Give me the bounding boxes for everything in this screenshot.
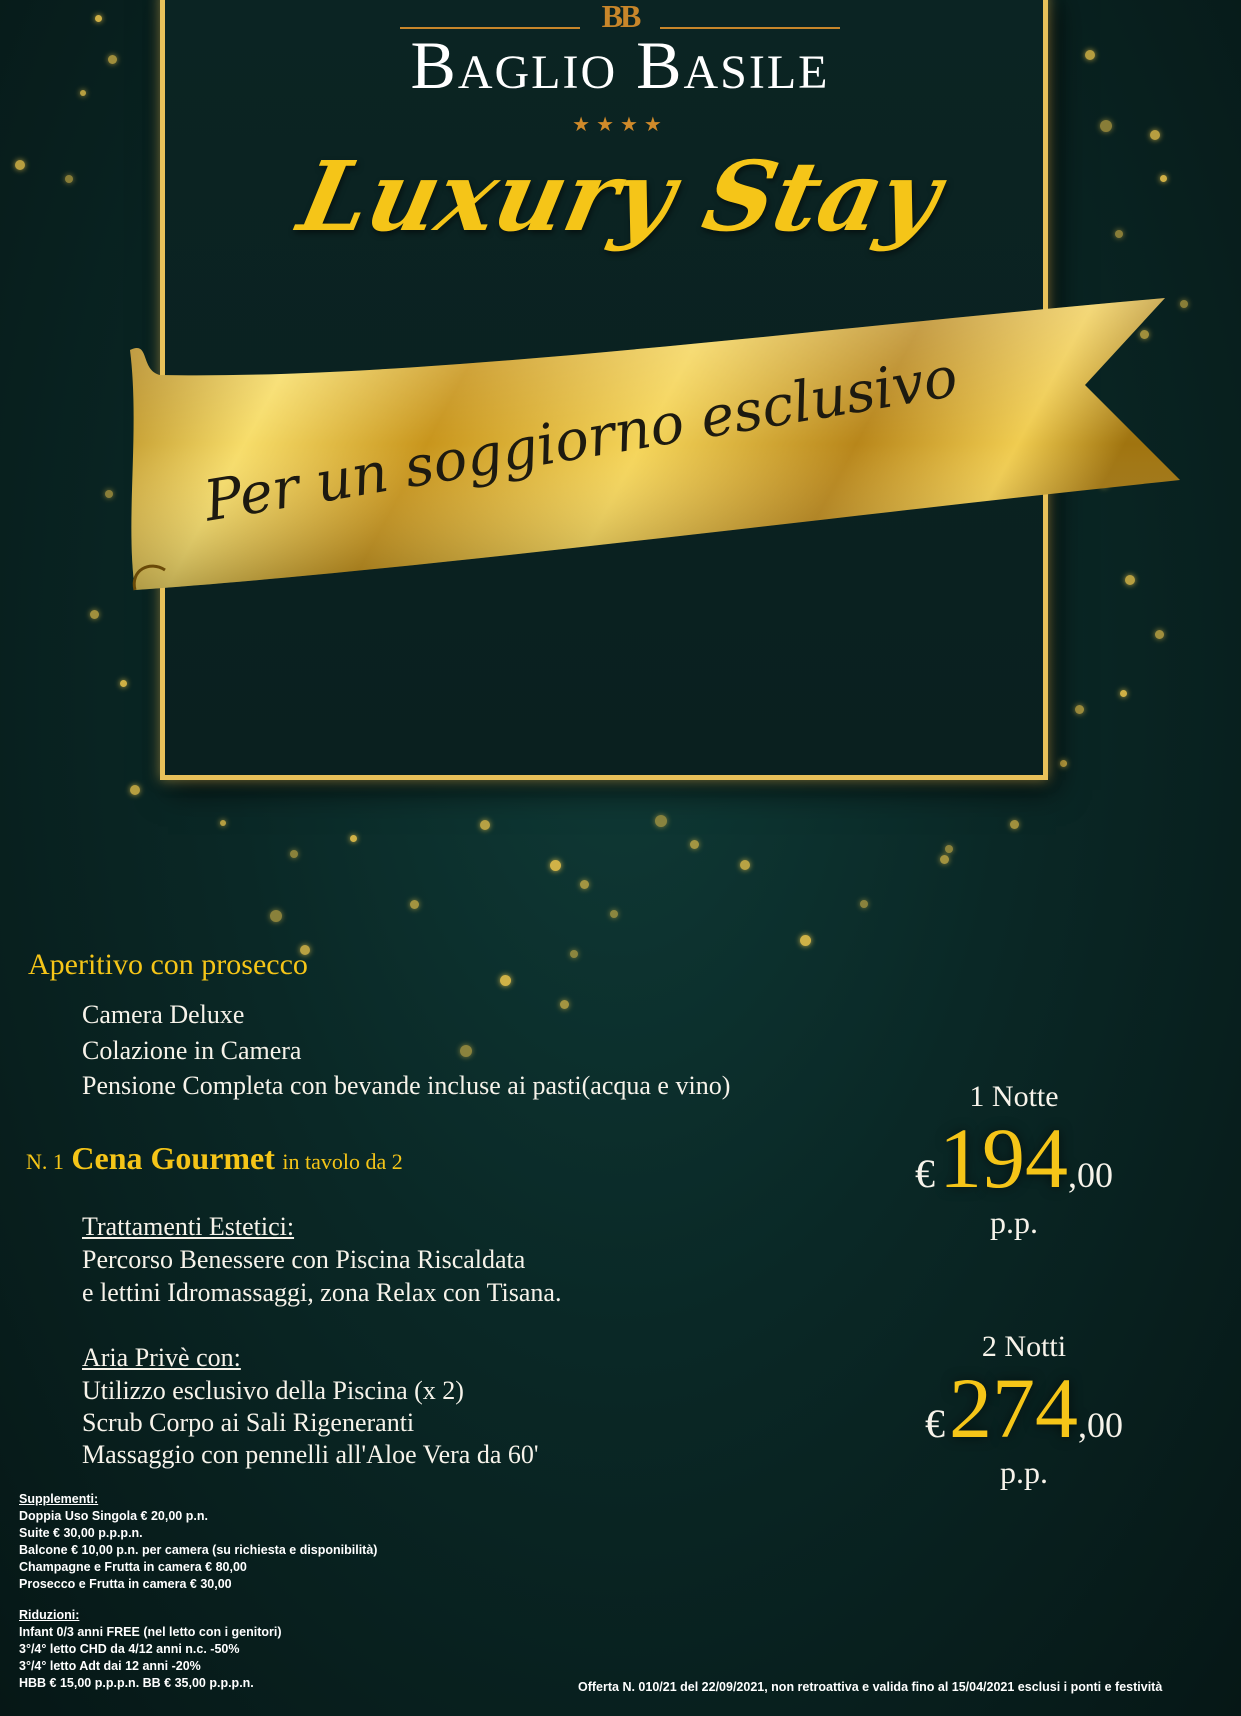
- logo-monogram: BB: [601, 0, 639, 34]
- aperitivo-heading: Aperitivo con prosecco: [28, 948, 308, 981]
- nights-label: 2 Notti: [981, 1330, 1067, 1363]
- riduzioni-line: Infant 0/3 anni FREE (nel letto con i genitori): [19, 1625, 282, 1639]
- sparkle-dot: [945, 845, 953, 853]
- cena-suffix: in tavolo da 2: [282, 1149, 403, 1174]
- sparkle-dot: [220, 820, 226, 826]
- sparkle-dot: [1010, 820, 1019, 829]
- aria-title: Aria Privè con:: [82, 1343, 241, 1372]
- sparkle-dot: [740, 860, 750, 870]
- cena-title: Cena Gourmet: [71, 1140, 275, 1176]
- sparkle-dot: [65, 175, 73, 183]
- sparkle-dot: [350, 835, 357, 842]
- sparkle-dot: [95, 15, 102, 22]
- riduzioni-line: 3°/4° letto CHD da 4/12 anni n.c. -50%: [19, 1642, 240, 1656]
- currency-symbol: €: [915, 1151, 935, 1196]
- supplementi-line: Balcone € 10,00 p.n. per camera (su richiesta e disponibilità): [19, 1543, 378, 1557]
- sparkle-dot: [120, 680, 127, 687]
- price-amount: 194: [939, 1110, 1068, 1206]
- sparkle-dot: [108, 55, 117, 64]
- sparkle-dot: [580, 880, 589, 889]
- headline-title: Luxury Stay: [290, 140, 950, 253]
- sparkle-dot: [1160, 175, 1167, 182]
- aria-line: Massaggio con pennelli all'Aloe Vera da 60': [82, 1440, 539, 1469]
- price-2-notti: [884, 1330, 1164, 1491]
- sparkle-dot: [860, 900, 868, 908]
- sparkle-dot: [1120, 690, 1127, 697]
- price-line: [884, 1358, 1164, 1458]
- inclusion-camera: Camera Deluxe: [82, 1000, 245, 1029]
- star-rating: ★★★★: [572, 114, 668, 136]
- currency-symbol: €: [925, 1401, 945, 1446]
- sparkle-dot: [1085, 50, 1095, 60]
- supplementi-line: Doppia Uso Singola € 20,00 p.n.: [19, 1509, 208, 1523]
- cena-prefix: N. 1: [26, 1149, 64, 1174]
- sparkle-dot: [290, 850, 298, 858]
- sparkle-dot: [560, 1000, 569, 1009]
- supplementi-title: Supplementi:: [19, 1492, 99, 1506]
- price-amount: 274: [949, 1360, 1078, 1456]
- sparkle-dot: [655, 815, 667, 827]
- sparkle-dot: [1150, 130, 1160, 140]
- trattamenti-line: Percorso Benessere con Piscina Riscaldata: [82, 1245, 526, 1274]
- sparkle-dot: [690, 840, 699, 849]
- sparkle-dot: [15, 160, 25, 170]
- sparkle-dot: [270, 910, 282, 922]
- sparkle-dot: [800, 935, 811, 946]
- trattamenti-line: e lettini Idromassaggi, zona Relax con Tisana.: [82, 1278, 562, 1307]
- sparkle-dot: [460, 1045, 472, 1057]
- aria-line: Utilizzo esclusivo della Piscina (x 2): [82, 1376, 464, 1405]
- inclusion-pensione: Pensione Completa con bevande incluse ai pasti(acqua e vino): [82, 1071, 731, 1100]
- price-decimals: ,00: [1078, 1405, 1123, 1445]
- riduzioni-block: [19, 1607, 282, 1692]
- sparkle-dot: [500, 975, 511, 986]
- sparkle-dot: [1115, 230, 1123, 238]
- brand-name: Baglio Basile: [410, 27, 830, 103]
- nights-label: 1 Notte: [969, 1080, 1059, 1113]
- sparkle-dot: [1075, 705, 1084, 714]
- supplementi-line: Champagne e Frutta in camera € 80,00: [19, 1560, 247, 1574]
- riduzioni-title: Riduzioni:: [19, 1608, 80, 1622]
- aria-line: Scrub Corpo ai Sali Rigeneranti: [82, 1408, 415, 1437]
- sparkle-dot: [550, 860, 561, 871]
- inclusion-colazione: Colazione in Camera: [82, 1036, 302, 1065]
- per-person-label: p.p.: [1000, 1454, 1048, 1490]
- per-person-label: p.p.: [990, 1204, 1038, 1240]
- sparkle-dot: [130, 785, 140, 795]
- trattamenti-title: Trattamenti Estetici:: [82, 1212, 295, 1241]
- sparkle-dot: [480, 820, 490, 830]
- gold-ribbon-banner: [0, 270, 1241, 670]
- sparkle-dot: [570, 950, 578, 958]
- sparkle-dot: [1060, 760, 1067, 767]
- supplementi-block: [19, 1491, 377, 1593]
- price-line: [874, 1108, 1154, 1208]
- price-decimals: ,00: [1068, 1155, 1113, 1195]
- riduzioni-line: HBB € 15,00 p.p.p.n. BB € 35,00 p.p.p.n.: [19, 1676, 254, 1690]
- sparkle-dot: [80, 90, 86, 96]
- sparkle-dot: [940, 855, 949, 864]
- riduzioni-line: 3°/4° letto Adt dai 12 anni -20%: [19, 1659, 201, 1673]
- sparkle-dot: [1100, 120, 1112, 132]
- supplementi-line: Suite € 30,00 p.p.p.n.: [19, 1526, 143, 1540]
- sparkle-dot: [610, 910, 618, 918]
- cena-gourmet-line: [26, 1140, 403, 1177]
- ribbon-text: Per un soggiorno esclusivo: [199, 344, 963, 535]
- sparkle-dot: [410, 900, 419, 909]
- offer-note: Offerta N. 010/21 del 22/09/2021, non retroattiva e valida fino al 15/04/2021 esclusi i ponti e festività: [578, 1680, 1163, 1694]
- supplementi-line: Prosecco e Frutta in camera € 30,00: [19, 1577, 232, 1591]
- price-1-notte: [874, 1080, 1154, 1241]
